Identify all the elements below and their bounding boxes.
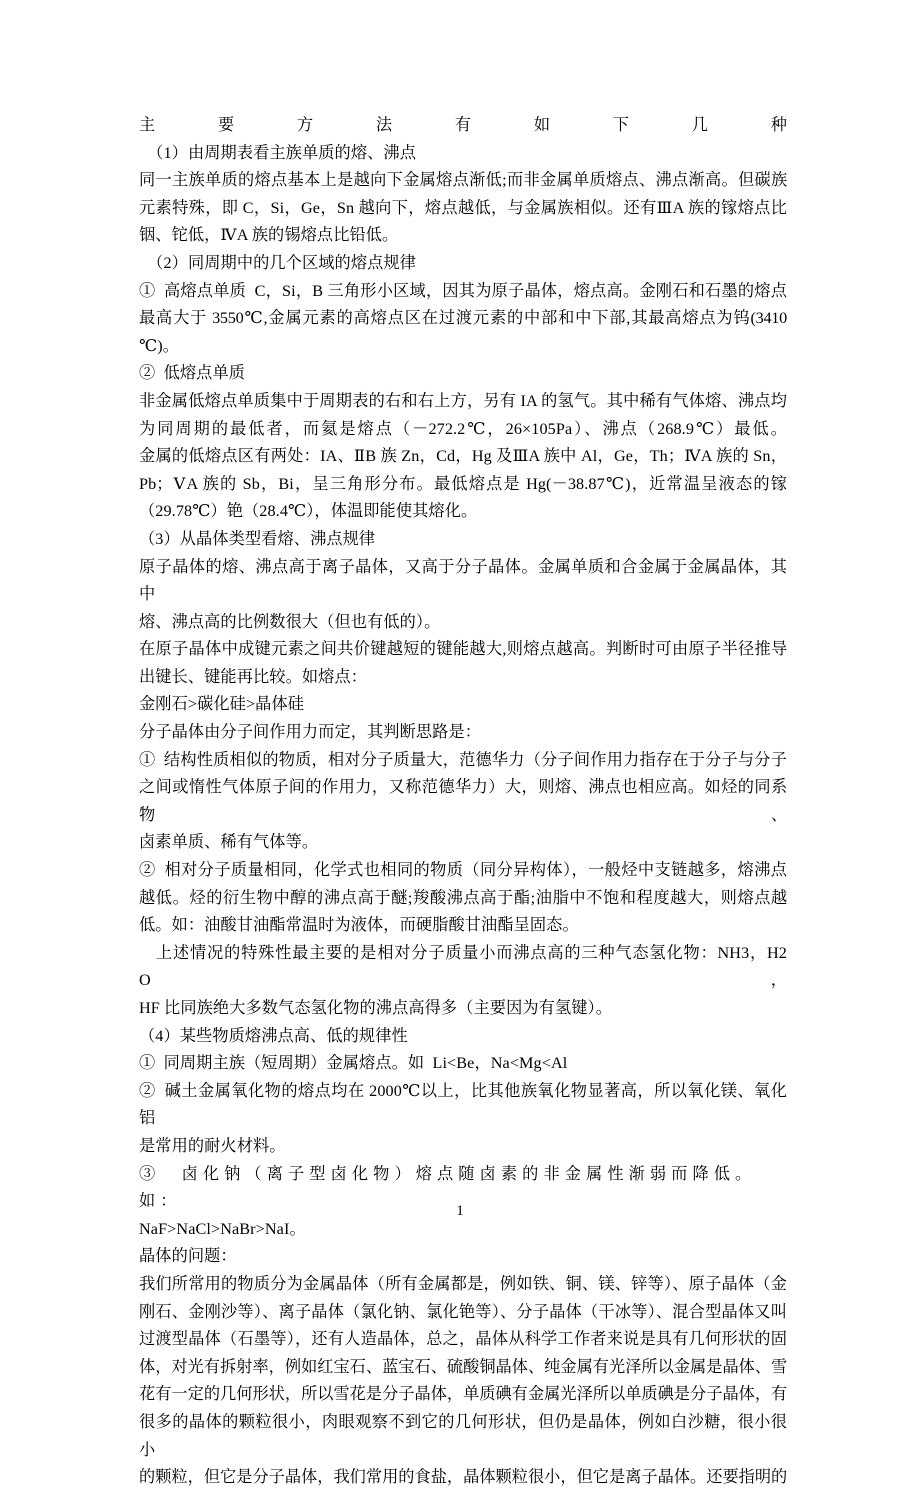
text-line: （2）同周期中的几个区域的熔点规律 <box>139 253 416 272</box>
text-line: 过渡型晶体（石墨等），还有人造晶体，总之，晶体从科学工作者来说是具有几何形状的固 <box>139 1330 787 1349</box>
text-line: 熔、沸点高的比例数很大（但也有低的）。 <box>139 612 441 631</box>
text-line: 上述情况的特殊性最主要的是相对分子质量小而沸点高的三种气态氢化物：NH3，H2O， <box>139 943 787 990</box>
text-line: 同一主族单质的熔点基本上是越向下金属熔点渐低;而非金属单质熔点、沸点渐高。但碳族 <box>139 171 787 190</box>
text-line: 的颗粒，但它是分子晶体，我们常用的食盐，晶体颗粒很小，但它是离子晶体。还要指明的 <box>139 1468 787 1487</box>
text-line: ② 碱土金属氧化物的熔点均在 2000℃以上，比其他族氧化物显著高，所以氧化镁、氧化铝 <box>139 1081 787 1128</box>
text-line: HF 比同族绝大多数气态氢化物的沸点高得多（主要因为有氢键）。 <box>139 999 612 1017</box>
text-line: （3）从晶体类型看熔、沸点规律 <box>139 529 376 548</box>
text-line: 金刚石>碳化硅>晶体硅 <box>139 695 305 714</box>
text-line: 刚石、金刚沙等）、离子晶体（氯化钠、氯化铯等）、分子晶体（干冰等）、混合型晶体又叫 <box>139 1302 787 1321</box>
text-line: ① 同周期主族（短周期）金属熔点。如 Li<Be，Na<Mg<Al <box>139 1054 568 1073</box>
text-line: 晶体的问题： <box>139 1247 237 1266</box>
text-line: 卤素单质、稀有气体等。 <box>139 833 319 852</box>
text-line: 越低。烃的衍生物中醇的沸点高于醚;羧酸沸点高于酯;油脂中不饱和程度越大，则熔点越 <box>139 888 787 907</box>
text-line: ① 结构性质相似的物质，相对分子质量大，范德华力（分子间作用力指存在于分子与分子 <box>139 750 787 769</box>
text-line: 最高大于 3550℃,金属元素的高熔点区在过渡元素的中部和中下部,其最高熔点为钨(3410 <box>139 309 787 328</box>
text-line: 为同周期的最低者，而氦是熔点（－272.2℃，26×105Pa）、沸点（268.9℃）最低。 <box>139 419 787 438</box>
text-line: 很多的晶体的颗粒很小，肉眼观察不到它的几何形状，但仍是晶体，例如白沙糖，很小很小 <box>139 1412 787 1459</box>
text-line: 铟、铊低，ⅣA 族的锡熔点比铅低。 <box>139 226 399 245</box>
text-line: 金属的低熔点区有两处：IA、ⅡB 族 Zn，Cd，Hg 及ⅢA 族中 Al，Ge，Th；ⅣA 族的 Sn， <box>139 447 787 466</box>
text-line: ③ 卤化钠（离子型卤化物）熔点随卤素的非金属性渐弱而降低。如： <box>139 1164 757 1211</box>
page-number: 1 <box>456 1203 464 1219</box>
text-line: 原子晶体的熔、沸点高于离子晶体，又高于分子晶体。金属单质和合金属于金属晶体，其中 <box>139 557 787 604</box>
text-line: 是常用的耐火材料。 <box>139 1136 286 1155</box>
text-line: 出键长、键能再比较。如熔点： <box>139 667 368 686</box>
text-line: 体，对光有拆射率，例如红宝石、蓝宝石、硫酸铜晶体、纯金属有光泽所以金属是晶体、雪 <box>139 1357 787 1376</box>
text-line: NaF>NaCl>NaBr>NaI。 <box>139 1219 306 1238</box>
text-line: 非金属低熔点单质集中于周期表的右和右上方，另有 IA 的氢气。其中稀有气体熔、沸点均 <box>139 391 787 410</box>
document-body <box>139 112 787 1492</box>
text-line: 分子晶体由分子间作用力而定，其判断思路是： <box>139 723 482 742</box>
text-line: 之间或惰性气体原子间的作用力，又称范德华力）大，则熔、沸点也相应高。如烃的同系物、 <box>139 778 787 824</box>
text-line: ② 相对分子质量相同，化学式也相同的物质（同分异构体），一般烃中支链越多，熔沸点 <box>139 861 787 880</box>
text-line: 在原子晶体中成键元素之间共价键越短的键能越大,则熔点越高。判断时可由原子半径推导 <box>139 640 787 659</box>
text-line: （1）由周期表看主族单质的熔、沸点 <box>139 143 416 162</box>
text-line: Pb；ⅤA 族的 Sb，Bi，呈三角形分布。最低熔点是 Hg(－38.87℃)，近常温呈液态的镓 <box>139 474 787 493</box>
text-line: ℃)。 <box>139 336 179 355</box>
text-line: ① 高熔点单质 C，Si，B 三角形小区域，因其为原子晶体，熔点高。金刚石和石墨的熔点 <box>139 281 787 300</box>
text-line: 我们所常用的物质分为金属晶体（所有金属都是，例如铁、铜、镁、锌等）、原子晶体（金 <box>139 1274 787 1293</box>
text-line: ② 低熔点单质 <box>139 364 246 383</box>
text-line: （4）某些物质熔沸点高、低的规律性 <box>139 1026 408 1045</box>
text-line: 元素特殊，即 C，Si，Ge，Sn 越向下，熔点越低，与金属族相似。还有ⅢA 族的镓熔点比 <box>139 198 787 217</box>
text-line: 主要方法有如下几种 <box>139 116 787 134</box>
text-line: 低。如：油酸甘油酯常温时为液体，而硬脂酸甘油酯呈固态。 <box>139 916 579 935</box>
text-line: （29.78℃）铯（28.4℃），体温即能使其熔化。 <box>139 502 478 521</box>
text-line: 花有一定的几何形状，所以雪花是分子晶体，单质碘有金属光泽所以单质碘是分子晶体，有 <box>139 1385 787 1404</box>
